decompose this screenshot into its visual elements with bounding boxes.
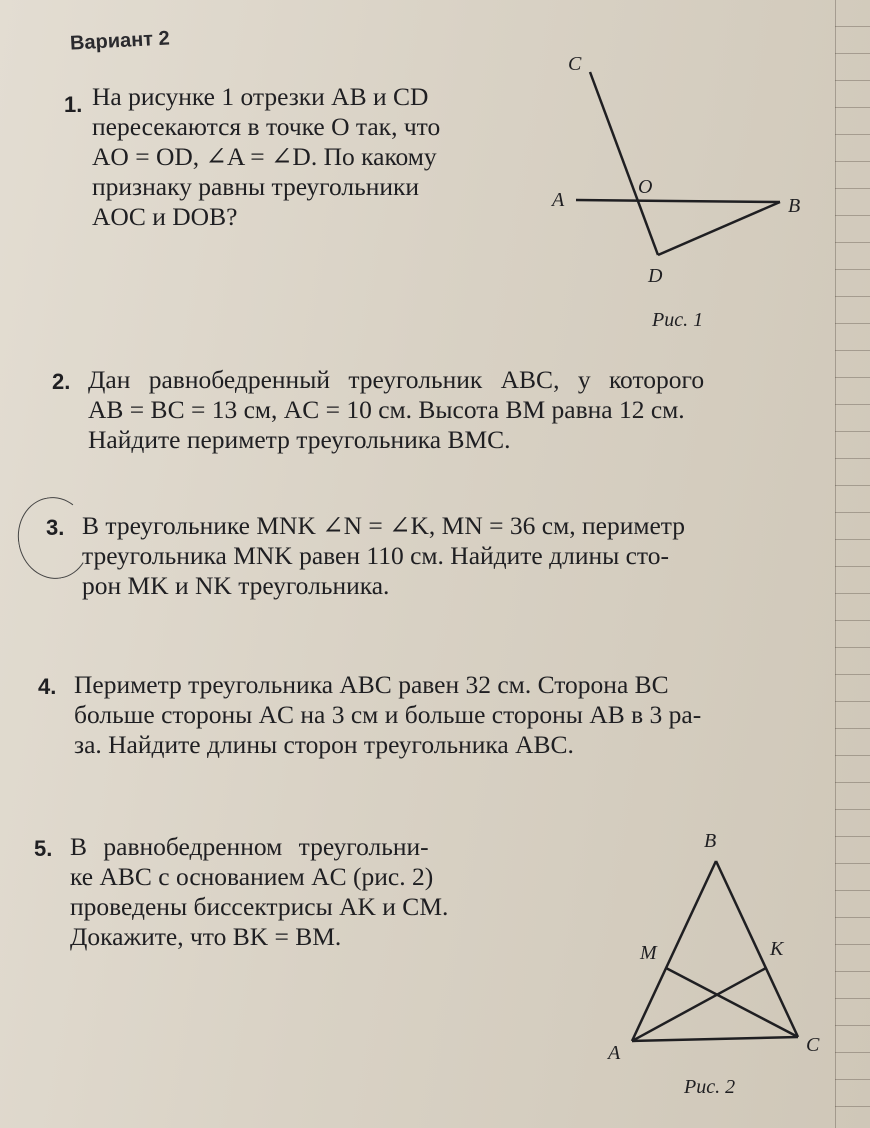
task-number: 2. xyxy=(52,369,71,394)
task-1 xyxy=(64,82,512,232)
task-line: Найдите периметр треугольника BMC. xyxy=(88,425,511,454)
label-o: O xyxy=(638,176,653,198)
bisector-ak xyxy=(632,968,766,1041)
task-line: Периметр треугольника ABC равен 32 см. Сторона BC xyxy=(74,670,669,699)
task-5 xyxy=(34,832,560,952)
label-c: C xyxy=(568,53,582,75)
side-bc xyxy=(716,861,798,1037)
bisector-cm xyxy=(666,968,798,1037)
figure-1 xyxy=(540,50,820,340)
task-line: признаку равны треугольники xyxy=(92,172,420,201)
task-number: 5. xyxy=(34,836,53,861)
task-number: 4. xyxy=(38,674,57,699)
task-line: за. Найдите длины сторон треугольника ABC. xyxy=(74,730,574,759)
variant-heading: Вариант 2 xyxy=(69,27,171,55)
label-a: A xyxy=(552,189,565,211)
figure-2-caption: Рис. 2 xyxy=(684,1076,736,1098)
task-line: треугольника MNK равен 110 см. Найдите длины сто- xyxy=(82,541,669,570)
task-line: AB = BC = 13 см, AC = 10 см. Высота BM равна 12 см. xyxy=(88,395,685,424)
task-3 xyxy=(46,511,842,601)
task-line: больше стороны AC на 3 см и больше стороны AB в 3 ра- xyxy=(74,700,702,729)
segment-cd xyxy=(590,72,658,255)
task-line: В равнобедренном треугольни- xyxy=(70,832,429,861)
label-b: B xyxy=(788,195,801,217)
label-c: C xyxy=(806,1034,820,1056)
segment-db xyxy=(658,202,780,255)
task-line: Дан равнобедренный треугольник ABC, у которого xyxy=(88,365,705,394)
segment-ab xyxy=(576,200,780,202)
figure-2 xyxy=(600,825,840,1105)
task-line: проведены биссектрисы AK и CM. xyxy=(70,892,449,921)
side-ac xyxy=(632,1037,798,1041)
task-line: рон MK и NK треугольника. xyxy=(82,571,390,600)
label-m: M xyxy=(640,942,657,964)
label-b: B xyxy=(704,830,717,852)
task-line: На рисунке 1 отрезки AB и CD xyxy=(92,82,429,111)
task-2 xyxy=(52,365,830,455)
label-k: K xyxy=(770,938,784,960)
figure-1-caption: Рис. 1 xyxy=(652,309,704,331)
task-line: ке ABC с основанием AC (рис. 2) xyxy=(70,862,434,891)
task-line: Докажите, что BK = BM. xyxy=(70,922,342,951)
task-line: AOC и DOB? xyxy=(92,202,238,231)
task-number: 3. xyxy=(46,515,65,540)
label-d: D xyxy=(648,265,663,287)
task-line: AO = OD, ∠A = ∠D. По какому xyxy=(92,142,437,171)
task-number: 1. xyxy=(64,92,83,117)
task-line: пересекаются в точке O так, что xyxy=(92,112,441,141)
task-line: В треугольнике MNK ∠N = ∠K, MN = 36 см, периметр xyxy=(82,511,685,540)
label-a: A xyxy=(608,1042,621,1064)
task-4 xyxy=(38,670,844,760)
